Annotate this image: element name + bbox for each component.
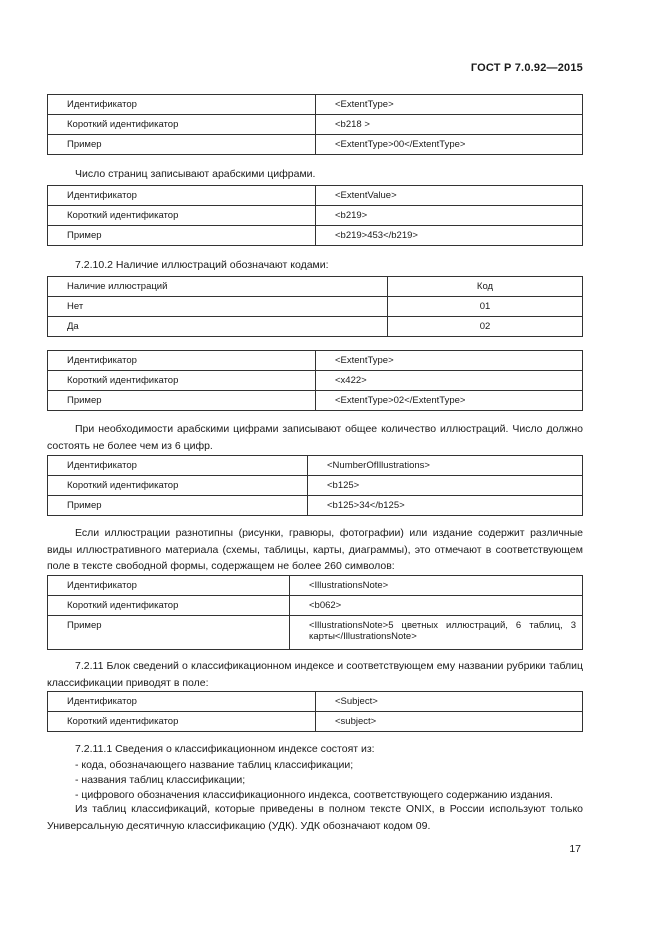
- section-heading: 7.2.11 Блок сведений о классификационном индексе и соответствующем ему названии рубрики таблиц классификации приводят в поле:: [47, 660, 583, 689]
- label-cell: Короткий идентификатор: [48, 115, 316, 135]
- table-row: [48, 226, 583, 246]
- value-cell: <ExtentType>00</ExtentType>: [316, 135, 583, 155]
- label-cell: Пример: [48, 226, 316, 246]
- list-item: - названия таблиц классификации;: [75, 774, 246, 786]
- value-cell: <b219>453</b219>: [316, 226, 583, 246]
- table-row: [48, 351, 583, 371]
- value-cell: <b125>34</b125>: [308, 496, 583, 516]
- label-cell: Пример: [48, 616, 290, 650]
- list-item: - цифрового обозначения классификационного индекса, соответствующего содержанию издания.: [75, 789, 553, 801]
- illustrations-note-table: [47, 575, 583, 650]
- table-row: [48, 596, 583, 616]
- value-cell: <x422>: [316, 371, 583, 391]
- extent-type-illustrations-table: [47, 350, 583, 411]
- table-row: [48, 712, 583, 732]
- paragraph: При необходимости арабскими цифрами записывают общее количество иллюстраций. Число должно состоять не более чем из 6 цифр.: [47, 423, 583, 452]
- value-cell: <ExtentType>: [316, 95, 583, 115]
- paragraph: Число страниц записывают арабскими цифрами.: [75, 168, 316, 180]
- table-row: [48, 186, 583, 206]
- table-row: [48, 496, 583, 516]
- value-cell: <Subject>: [316, 692, 583, 712]
- paragraph: Из таблиц классификаций, которые приведены в полном тексте ONIX, в России используют только Универсальную десятичную классификацию (УДК). УДК обозначают кодом 09.: [47, 803, 583, 832]
- paragraph: Если иллюстрации разнотипны (рисунки, гравюры, фотографии) или издание содержит различные виды иллюстративного материала (схемы, таблицы, карты, диаграммы), это отмечают в соответствующем поле в тексте свободной формы, содержащем не более 260 символов:: [47, 527, 583, 572]
- table-row: [48, 135, 583, 155]
- label-cell: Пример: [48, 496, 308, 516]
- page-number: 17: [569, 843, 581, 855]
- section-heading: 7.2.10.2 Наличие иллюстраций обозначают кодами:: [75, 259, 329, 271]
- table-row: [48, 297, 583, 317]
- table-row: [48, 317, 583, 337]
- value-cell: <IllustrationsNote>5 цветных иллюстраций, 6 таблиц, 3 карты</IllustrationsNote>: [290, 616, 583, 650]
- label-cell: Пример: [48, 391, 316, 411]
- label-cell: Идентификатор: [48, 186, 316, 206]
- label-cell: Короткий идентификатор: [48, 596, 290, 616]
- value-cell: <b218 >: [316, 115, 583, 135]
- number-of-illustrations-table: [47, 455, 583, 516]
- value-cell: <IllustrationsNote>: [290, 576, 583, 596]
- label-cell: Идентификатор: [48, 692, 316, 712]
- label-cell: Пример: [48, 135, 316, 155]
- label-cell: Короткий идентификатор: [48, 712, 316, 732]
- value-cell: <b125>: [308, 476, 583, 496]
- label-cell: Да: [48, 317, 388, 337]
- value-cell: <ExtentType>02</ExtentType>: [316, 391, 583, 411]
- table-row: [48, 371, 583, 391]
- table-row: [48, 456, 583, 476]
- table-row: [48, 692, 583, 712]
- section-heading: 7.2.11.1 Сведения о классификационном индексе состоят из:: [75, 743, 375, 755]
- value-cell: <ExtentType>: [316, 351, 583, 371]
- table-row: [48, 576, 583, 596]
- extent-value-table: [47, 185, 583, 246]
- table-row: [48, 206, 583, 226]
- code-cell: 02: [388, 317, 583, 337]
- value-cell: <b062>: [290, 596, 583, 616]
- document-code: ГОСТ Р 7.0.92—2015: [470, 62, 583, 74]
- label-cell: Короткий идентификатор: [48, 371, 316, 391]
- list-item: - кода, обозначающего название таблиц классификации;: [75, 759, 354, 771]
- label-cell: Короткий идентификатор: [48, 476, 308, 496]
- table-row: [48, 115, 583, 135]
- column-header: Наличие иллюстраций: [48, 277, 388, 297]
- code-cell: 01: [388, 297, 583, 317]
- table-row: [48, 616, 583, 650]
- column-header: Код: [388, 277, 583, 297]
- table-header-row: [48, 277, 583, 297]
- value-cell: <NumberOfIllustrations>: [308, 456, 583, 476]
- value-cell: <ExtentValue>: [316, 186, 583, 206]
- illustration-codes-table: [47, 276, 583, 337]
- extent-type-table: [47, 94, 583, 155]
- label-cell: Нет: [48, 297, 388, 317]
- table-row: [48, 95, 583, 115]
- label-cell: Короткий идентификатор: [48, 206, 316, 226]
- table-row: [48, 391, 583, 411]
- label-cell: Идентификатор: [48, 576, 290, 596]
- label-cell: Идентификатор: [48, 95, 316, 115]
- label-cell: Идентификатор: [48, 456, 308, 476]
- value-cell: <b219>: [316, 206, 583, 226]
- value-cell: <subject>: [316, 712, 583, 732]
- table-row: [48, 476, 583, 496]
- subject-table: [47, 691, 583, 732]
- label-cell: Идентификатор: [48, 351, 316, 371]
